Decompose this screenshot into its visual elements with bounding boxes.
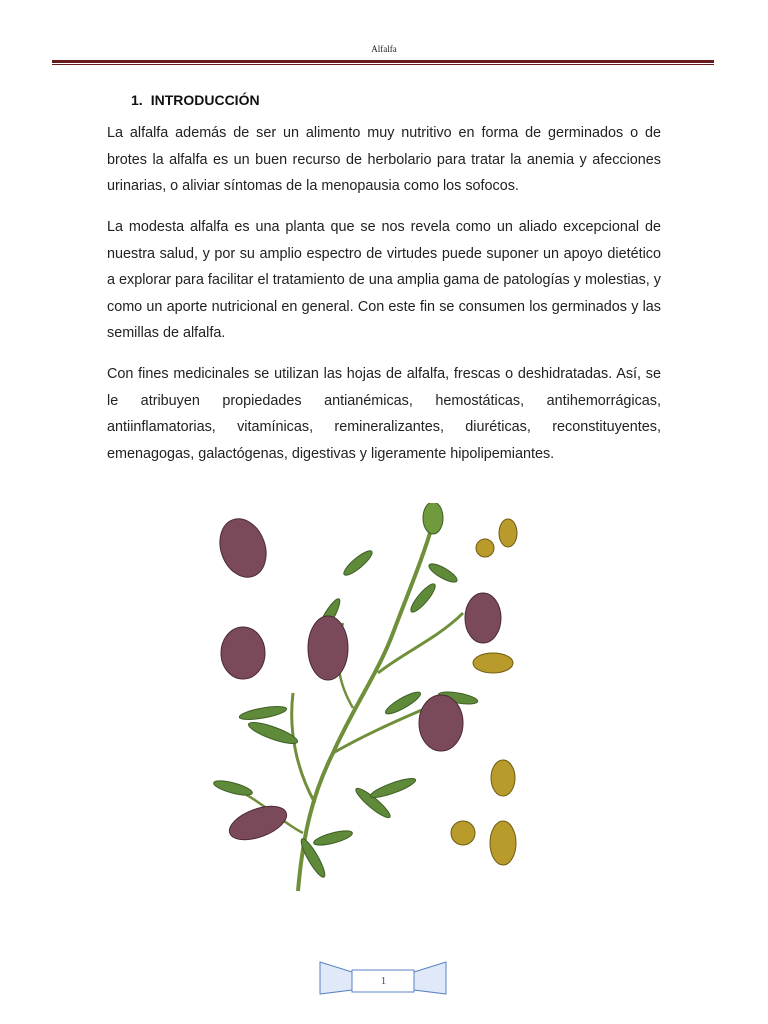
header-rule-thick [52, 60, 714, 63]
alfalfa-botanical-illustration [203, 503, 528, 893]
header-rule [52, 60, 714, 66]
paragraph-2: La modesta alfalfa es una planta que se nos revela como un aliado excepcional de nuestra salud, y por su amplio espectro de virtudes puede suponer un apoyo dietético a explorar para facilitar el tratamiento de una amplia gama de patologías y molestias, y como un aporte nutricional en general. Con este fin se consumen los germinados y las semillas de alfalfa. [107, 219, 661, 341]
paragraph-1: La alfalfa además de ser un alimento muy nutritivo en forma de germinados o de brotes la alfalfa es un buen recurso de herbolario para tratar la anemia y afecciones urinarias, o aliviar síntomas de la menopausia como los sofocos. [107, 125, 661, 194]
header-rule-thin [52, 64, 714, 65]
header-title: Alfalfa [371, 44, 397, 54]
section-title: INTRODUCCIÓN [150, 92, 260, 108]
page-number: 1 [380, 975, 387, 987]
section-heading [131, 92, 260, 108]
paragraph-3: Con fines medicinales se utilizan las hojas de alfalfa, frescas o deshidratadas. Así, se le atribuyen propiedades antianémicas, hemostáticas, antihemorrágicas, antiinflamatorias, vitamínicas, remineralizantes, diuréticas, reconstituyentes, emenagogas, galactógenas, digestivas y ligeramente hipolipemiantes. [107, 366, 661, 462]
section-number: 1. [131, 92, 143, 108]
